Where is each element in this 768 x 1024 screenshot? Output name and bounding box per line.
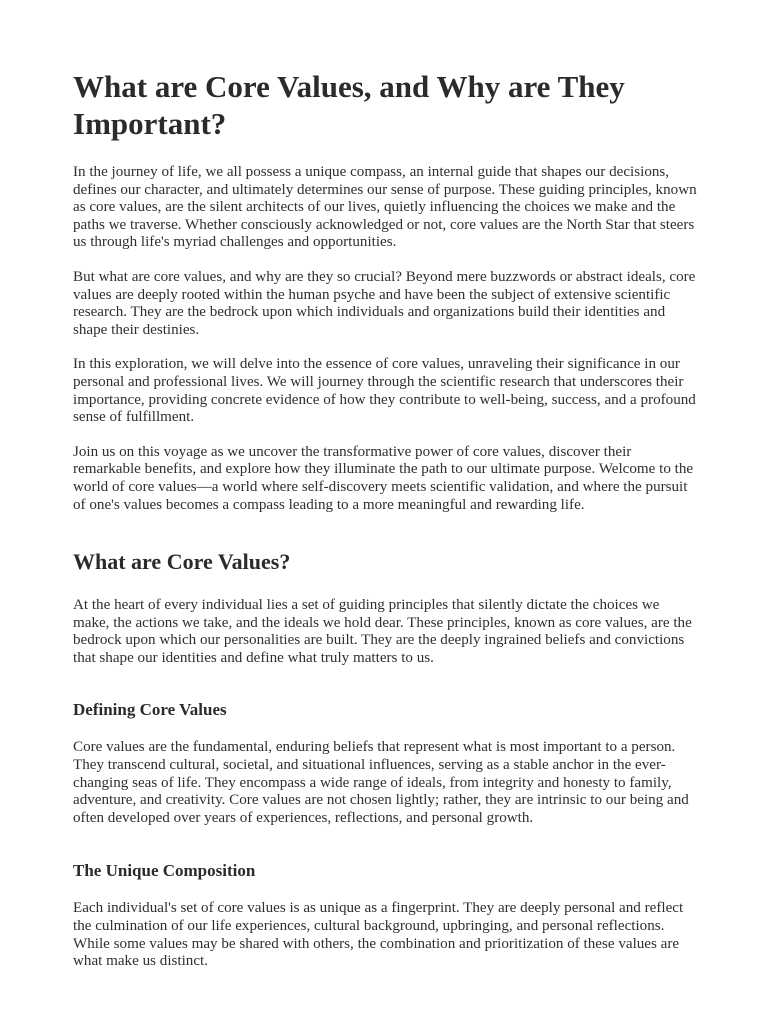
intro-paragraph: In this exploration, we will delve into the essence of core values, unraveling their significance in our personal and professional lives. We will journey through the scientific research that underscores their importance, providing concrete evidence of how they contribute to well-being, success, and a profound sense of fulfillment. xyxy=(73,356,696,426)
subsection-heading-defining: Defining Core Values xyxy=(73,700,227,720)
intro-paragraph: Join us on this voyage as we uncover the transformative power of core values, discover their remarkable benefits, and explore how they illuminate the path to our ultimate purpose. Welcome to the world of core values—a world where self-discovery meets scientific validation, and where the pursuit of one's values becomes a compass leading to a more meaningful and rewarding life. xyxy=(73,443,694,513)
section-heading: What are Core Values? xyxy=(73,549,291,575)
page-title: What are Core Values, and Why are They Important? xyxy=(73,69,625,141)
subsection-paragraph: Each individual's set of core values is as unique as a fingerprint. They are deeply personal and reflect the culmination of our life experiences, cultural background, upbringing, and personal reflections. While some values may be shared with others, the combination and prioritization of these values are what make us distinct. xyxy=(73,900,684,970)
intro-paragraph: But what are core values, and why are they so crucial? Beyond mere buzzwords or abstract ideals, core values are deeply rooted within the human psyche and have been the subject of extensive scientific research. They are the bedrock upon which individuals and organizations build their identities and shape their destinies. xyxy=(73,268,696,338)
section-paragraph: At the heart of every individual lies a set of guiding principles that silently dictate the choices we make, the actions we take, and the ideals we hold dear. These principles, known as core values, are the bedrock upon which our personalities are built. They are the deeply ingrained beliefs and convictions that shape our identities and define what truly matters to us. xyxy=(73,597,692,666)
intro-paragraph: In the journey of life, we all possess a unique compass, an internal guide that shapes our decisions, defines our character, and ultimately determines our sense of purpose. These guiding principles, known as core values, are the silent architects of our lives, quietly influencing the choices we make and the paths we traverse. Whether consciously acknowledged or not, core values are the North Star that steers us through life's myriad challenges and opportunities. xyxy=(73,164,697,251)
subsection-heading-unique: The Unique Composition xyxy=(73,861,256,881)
subsection-paragraph: Core values are the fundamental, enduring beliefs that represent what is most important to a person. They transcend cultural, societal, and situational influences, serving as a stable anchor in the ever-changing seas of life. They encompass a wide range of ideals, from integrity and honesty to family, adventure, and creativity. Core values are not chosen lightly; rather, they are intrinsic to our being and often developed over years of experiences, reflections, and personal growth. xyxy=(73,739,689,826)
